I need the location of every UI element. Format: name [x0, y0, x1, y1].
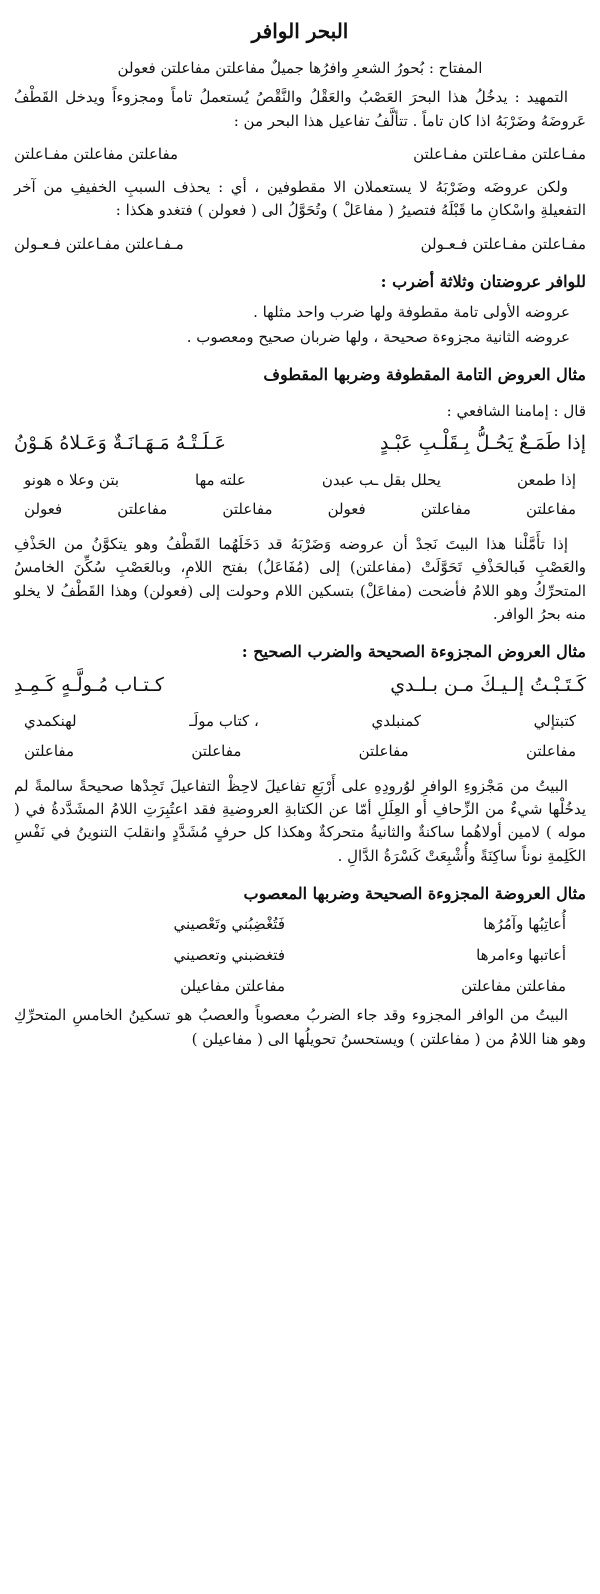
prosodic-segment: إذا طمعن: [516, 470, 576, 489]
pattern-left: مـفـاعلتن مفـاعلتن فـعـولن: [14, 234, 184, 253]
example-1-verse: [14, 429, 586, 458]
example-3-heading: مثال العروضة المجزوءة الصحيحة وضربها المعصوب: [243, 883, 586, 903]
verse-second-hemistich: فَتُغْضِبُني وتَعْصيني: [173, 914, 285, 933]
arud-item: عروضه الأولى تامة مقطوفة ولها ضرب واحد مثلها .: [253, 302, 570, 321]
foot: مفاعلتن: [24, 741, 75, 760]
example-2-explanation: البيتُ من مَجْزوءِ الوافرِ لوُرودِهِ على أَرْبَعِ تفاعيلَ لاحِظْ التفاعيلَ تَجِدْها صحيحةً سالمةً لم يدخُلْها شيءٌ من الزِّحافِ أو العِلَلِ أمّا عن الكتابةِ العروضيةِ فقد اعتُبِرَتِ اللامُ المشَدَّدةُ في ( موله ) لامين أولاهُما ساكنةٌ والثانيةُ متحركةٌ وهكذا كل حرفٍ مُشَدَّدٍ وانقلبَ التنوينُ في نَفْسِ الكَلِمةِ نوناً ساكِنَةً وأُشْبِعَتْ كَسْرَةُ الدَّالِ .: [14, 776, 586, 865]
section-heading-arud: للوافر عروضتان وثلاثة أضرب :: [380, 271, 586, 291]
foot: مفاعلتن مفاعلتن: [461, 977, 566, 996]
example-1-heading: مثال العروض التامة المقطوفة وضربها المقطوف: [263, 365, 586, 385]
intro-paragraph: التمهيد : يدخُلُ هذا البحرَ العَصْبُ والعَقْلُ والنَّقْصُ يُستعملُ تاماً ومجزوءاً ويدخل القَطْفُ عَروضَهُ وضَرْبَهُ اذا كان تاماً . تتألَّفُ تفاعيل هذا البحر من :: [14, 88, 586, 130]
foot: مفاعلتن: [358, 741, 409, 760]
verse-first-hemistich: إذا طَمَـعٌ يَحُـلُّ بِـقَلْـبِ عَبْـدٍ: [379, 432, 586, 455]
pattern-left: مفاعلتن مفاعلتن مفـاعلتن: [14, 144, 179, 163]
prosodic-segment: لهنكمدي: [24, 712, 77, 731]
foot: مفاعلتن: [222, 499, 273, 518]
verse-first-hemistich: أُعاتِبُها وآمُرُها: [483, 914, 566, 933]
foot: مفاعلتن: [117, 499, 168, 518]
example-3-verse-block: [34, 913, 566, 999]
key-line: المفتاح : بُحورُ الشعرِ وافرُها جميلٌ مفاعلتن مفاعلتن فعولن: [117, 59, 483, 77]
prosodic-segment: علته مها: [195, 470, 246, 489]
full-meter-pattern: [14, 143, 586, 166]
foot: مفاعلتن مفاعيلن: [180, 977, 285, 996]
example-2-verse: [14, 671, 586, 700]
foot: مفاعلتن: [525, 741, 576, 760]
prosodic-segment: فتغضبني وتعصيني: [173, 945, 285, 964]
verse-second-hemistich: عَـلَـتْـهُ مَـهَـانَـةٌ وَعَـلاهُ هَـوْنُ: [14, 432, 226, 455]
foot: فعولن: [327, 499, 366, 518]
prosodic-segment: يحلل بقل ـب عبدن: [321, 470, 441, 489]
prosodic-segment: بتن وعلا ه هونو: [24, 470, 120, 489]
verse-second-hemistich: كـتـاب مُـولَّـهٍ كَـمِـدِ: [14, 673, 164, 696]
example-3-explanation: البيتُ من الوافر المجزوء وقد جاء الضربُ معصوباً والعصبُ هو تسكينُ الخامسِ المتحرِّكِ وهو هنا اللامُ من ( مفاعلتن ) ويستحسنُ تحويلُها الى ( مفاعيلن ): [14, 1006, 586, 1048]
example-1-feet: [24, 498, 576, 521]
arud-list: [14, 301, 586, 350]
arud-item: عروضه الثانية مجزوءة صحيحة ، ولها ضربان صحيح ومعصوب .: [186, 327, 570, 346]
page-title: البحر الوافر: [251, 19, 349, 43]
example-2-prosodic-writing: [24, 710, 576, 733]
verse-first-hemistich: كَـتَـبْـتُ إلـيـكَ مـن بـلـدي: [390, 673, 586, 696]
prosodic-segment: أعاتبها وءامرها: [476, 945, 566, 964]
example-1-explanation: إذا تأَمَّلْنا هذا البيتَ نَجدْ أن عروضه وَضَرْبَهُ قد دَخَلَهُما القَطْفُ وهو يتكوَّنُ من الحَذْفِ والعَصْبِ فَبالحَذْفِ تَحَوَّلَتْ (مفاعلتن) إلى (مُفَاعَلُ) بفتح اللامِ، وبالعَصْبِ سُكِّنَ الخامسُ المتحرِّكُ وهو اللامُ فأضحت (مفاعَلْ) بتسكين اللام وحولت إلى (فعولن) وهذا القَطْفُ لا يخلو منه بحرُ الوافر.: [14, 535, 586, 623]
explanation-cut: ولكن عروضَه وضَرْبَهُ لا يستعملان الا مقطوفين ، أي : يحذف السببِ الخفيفِ من آخر التفعيلةِ واسْكانِ ما قَبْلَهُ فتصيرُ ( مفاعَلْ ) وتُحَوَّلُ الى ( فعولن ) فتغدو هكذا :: [14, 178, 586, 220]
foot: مفاعلتن: [525, 499, 576, 518]
example-2-heading: مثال العروض المجزوءة الصحيحة والضرب الصحيح :: [241, 642, 586, 662]
foot: مفاعلتن: [191, 741, 242, 760]
poet-attribution: قال : إمامنا الشافعي :: [446, 401, 586, 420]
example-1-prosodic-writing: [24, 469, 576, 492]
cut-meter-pattern: [14, 233, 586, 256]
foot: فعولن: [24, 499, 63, 518]
pattern-right: مفـاعلتن مفـاعلتن مفـاعلتن: [413, 144, 586, 163]
example-2-feet: [24, 740, 576, 763]
prosodic-segment: ، كتاب مولَـ: [189, 712, 259, 731]
pattern-right: مفـاعلتن مفـاعلتن فـعـولن: [420, 234, 586, 253]
foot: مفاعلتن: [420, 499, 471, 518]
prosodic-segment: كمنبلدي: [371, 712, 421, 731]
prosodic-segment: كتبتإلي: [533, 712, 576, 731]
